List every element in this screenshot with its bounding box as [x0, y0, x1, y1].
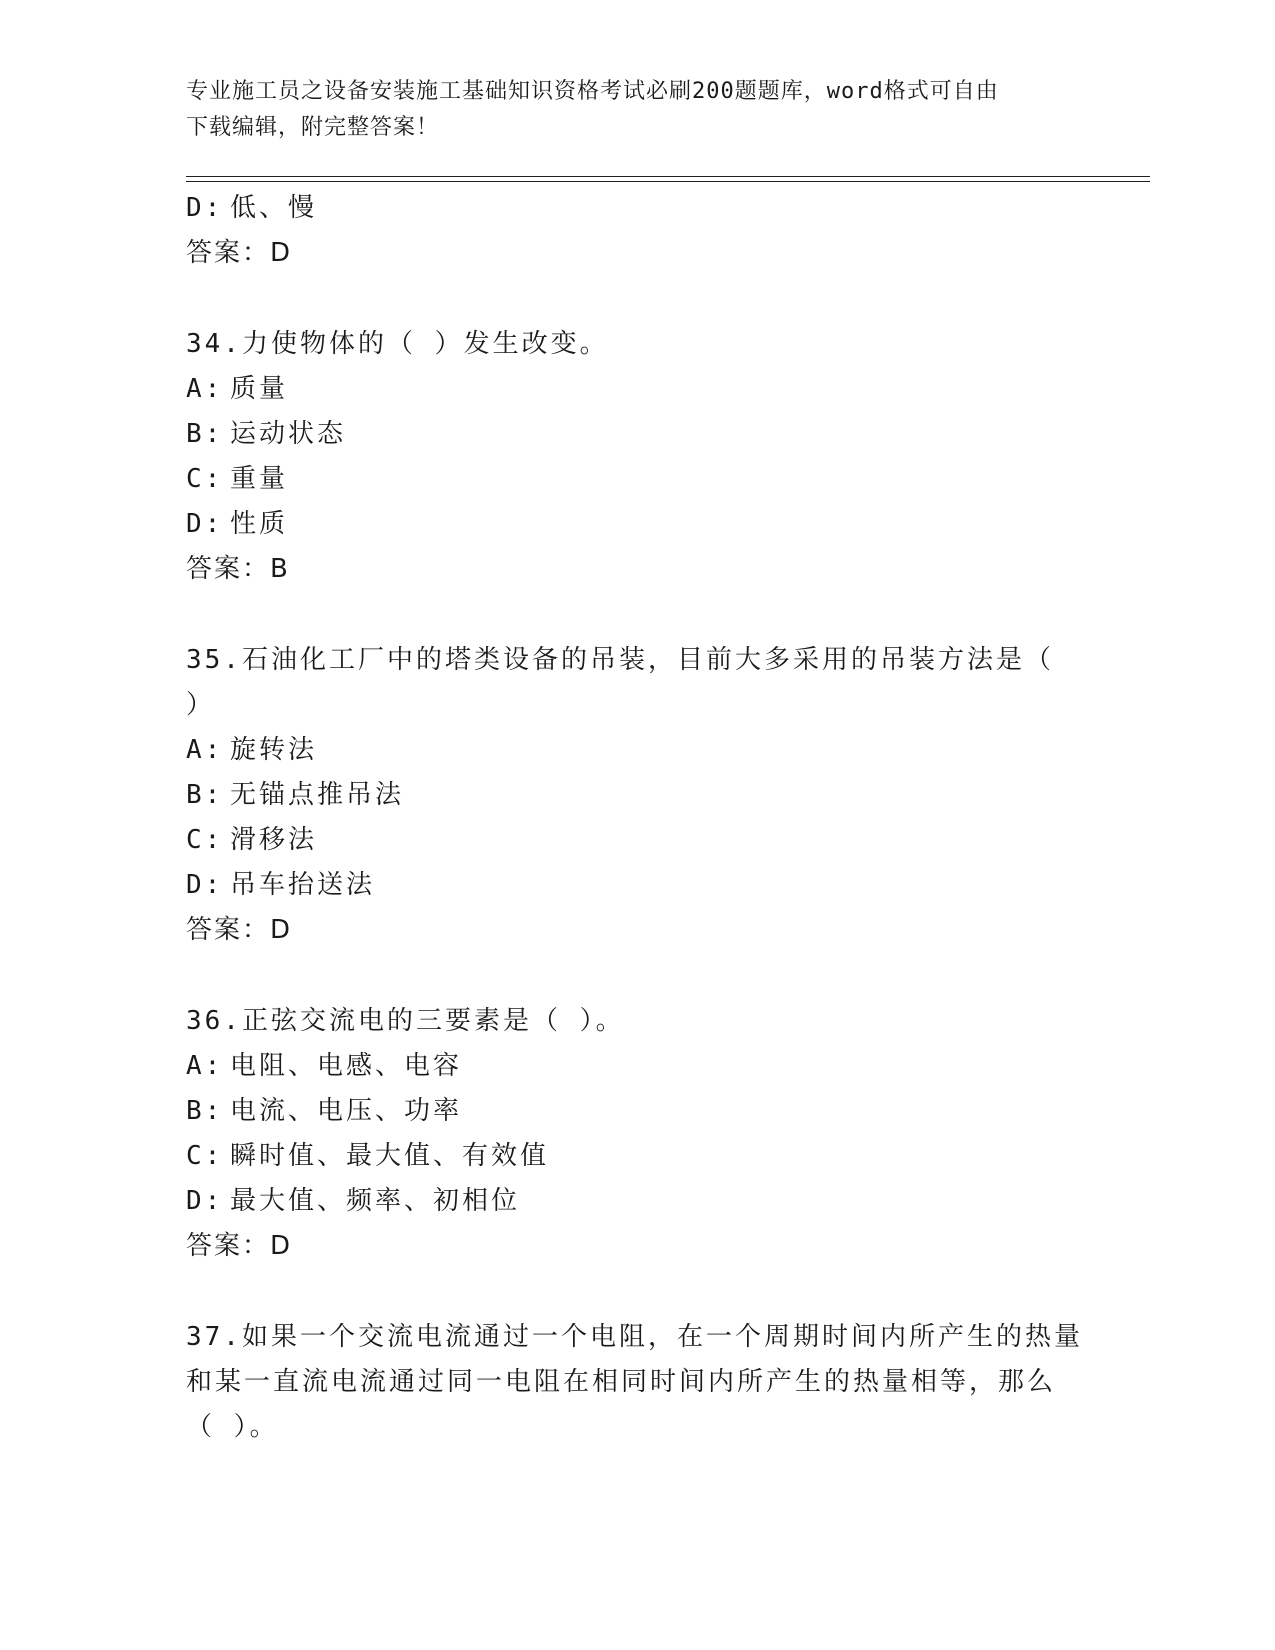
option-b: B: 运动状态 — [186, 419, 347, 449]
option-a: A: 质量 — [186, 374, 289, 404]
option-d: D: 吊车抬送法 — [186, 870, 376, 900]
option-c: C: 滑移法 — [186, 825, 318, 855]
option-c: C: 重量 — [186, 464, 289, 494]
previous-question-tail — [186, 186, 1086, 276]
answer-line: 答案：D — [186, 1231, 293, 1261]
question-stem: 35.石油化工厂中的塔类设备的吊装，目前大多采用的吊装方法是（ — [186, 645, 1054, 675]
question-36 — [186, 999, 1086, 1269]
header-line-2: 下载编辑，附完整答案！ — [186, 115, 440, 140]
option-d: D: 低、慢 — [186, 193, 318, 223]
question-stem-cont: 和某一直流电流通过同一电阻在相同时间内所产生的热量相等，那么 — [186, 1367, 1057, 1397]
question-stem-cont: （ ）。 — [186, 1412, 279, 1442]
question-37 — [186, 1315, 1086, 1450]
option-d: D: 最大值、频率、初相位 — [186, 1186, 521, 1216]
option-b: B: 无锚点推吊法 — [186, 780, 405, 810]
question-stem: 34.力使物体的（ ）发生改变。 — [186, 329, 609, 359]
question-stem: 36.正弦交流电的三要素是（ ）。 — [186, 1006, 625, 1036]
question-list — [186, 186, 1086, 1450]
answer-line: 答案：D — [186, 238, 293, 268]
header-line-1: 专业施工员之设备安装施工基础知识资格考试必刷200题题库，word格式可自由 — [186, 79, 999, 104]
option-c: C: 瞬时值、最大值、有效值 — [186, 1141, 550, 1171]
page-header — [186, 74, 1086, 146]
question-stem-cont: ） — [186, 690, 216, 720]
option-d: D: 性质 — [186, 509, 289, 539]
option-a: A: 旋转法 — [186, 735, 318, 765]
answer-line: 答案：B — [186, 554, 290, 584]
header-divider-top — [186, 176, 1150, 177]
answer-line: 答案：D — [186, 915, 293, 945]
option-b: B: 电流、电压、功率 — [186, 1096, 463, 1126]
header-divider-bottom — [186, 181, 1150, 182]
question-35 — [186, 638, 1086, 953]
question-stem: 37.如果一个交流电流通过一个电阻，在一个周期时间内所产生的热量 — [186, 1322, 1083, 1352]
question-34 — [186, 322, 1086, 592]
option-a: A: 电阻、电感、电容 — [186, 1051, 463, 1081]
